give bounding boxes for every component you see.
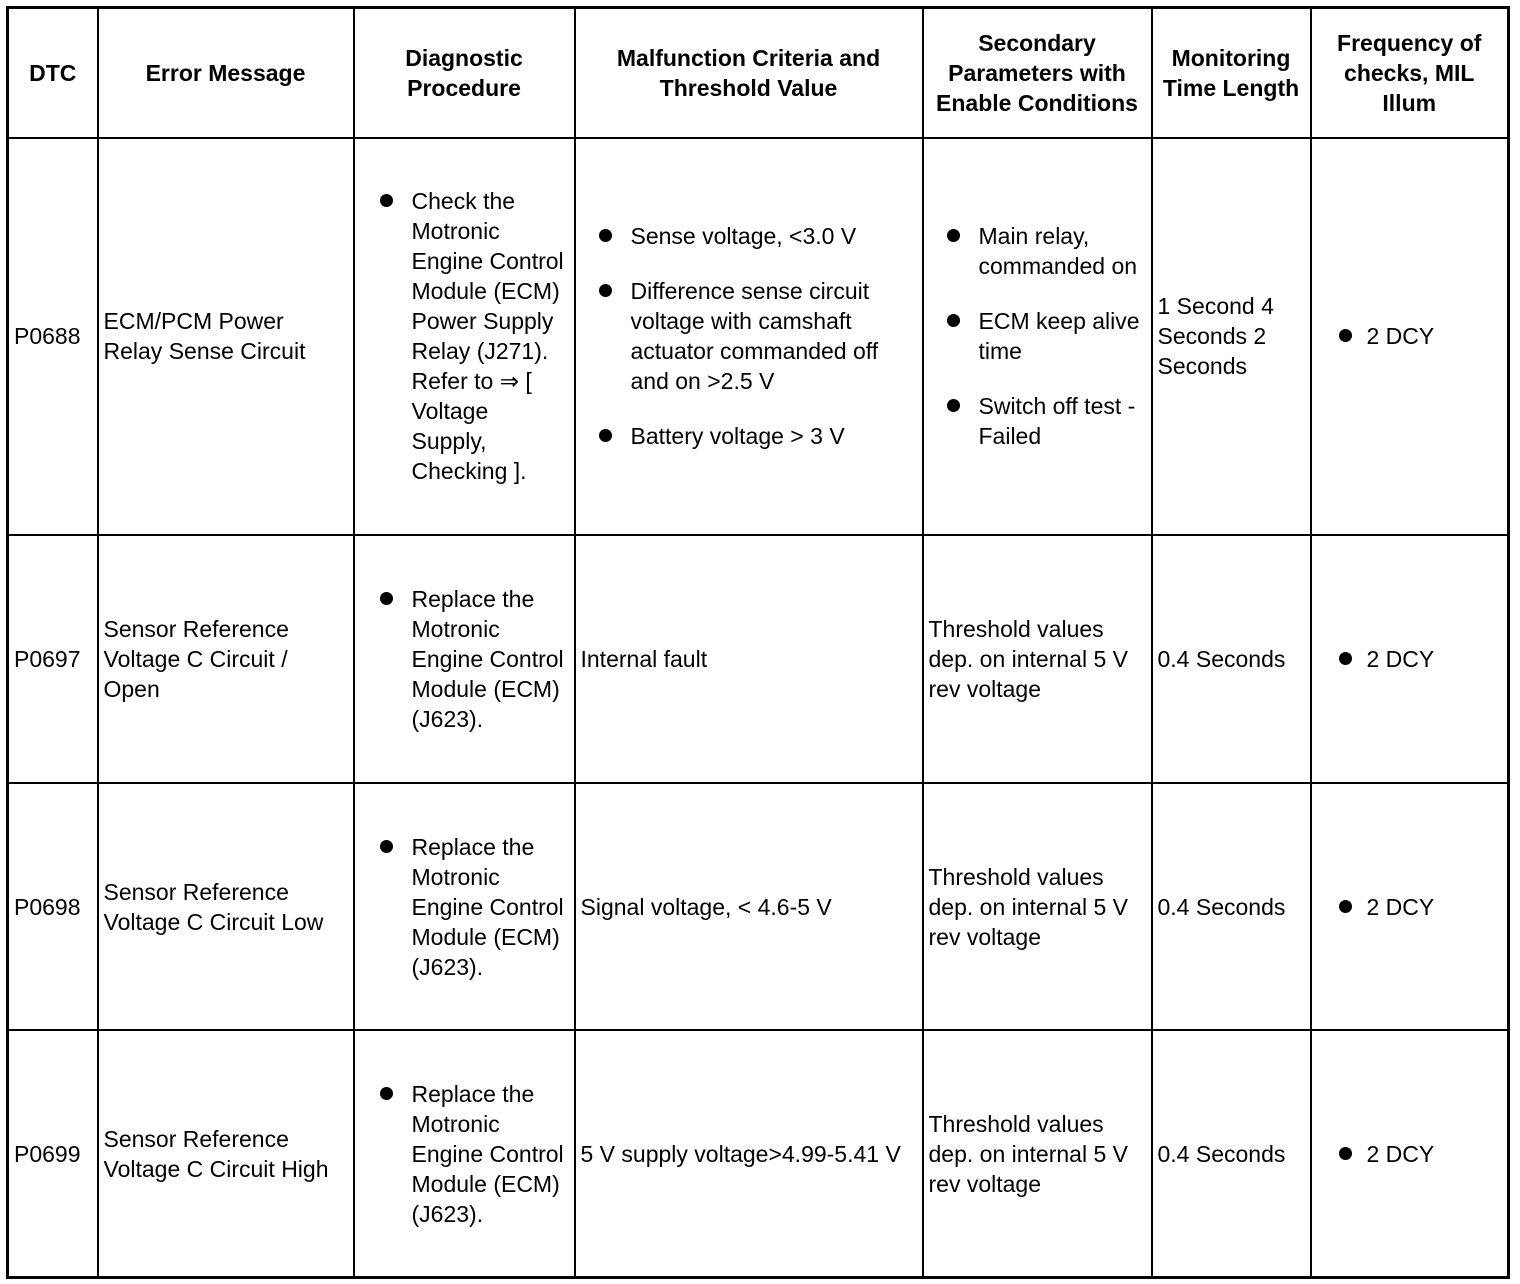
list-item bbox=[929, 306, 1146, 366]
secondary-list bbox=[929, 221, 1146, 451]
list-item bbox=[1317, 644, 1503, 674]
diagnostic-procedure bbox=[354, 1030, 575, 1277]
dtc-code: P0697 bbox=[8, 535, 98, 783]
header-frequency: Frequency of checks, MIL Illum bbox=[1311, 8, 1509, 138]
frequency-list bbox=[1317, 321, 1503, 351]
dtc-code: P0698 bbox=[8, 783, 98, 1030]
monitoring-time: 0.4 Seconds bbox=[1152, 783, 1311, 1030]
bullet-icon bbox=[380, 1087, 393, 1100]
secondary-text: Switch off test - Failed bbox=[978, 393, 1136, 450]
list-item bbox=[929, 391, 1146, 451]
list-item bbox=[929, 221, 1146, 281]
table-row bbox=[8, 535, 1509, 783]
bullet-icon bbox=[380, 194, 393, 207]
procedure-text: Check the Motronic Engine Control Module (ECM) Power Supply Relay (J271). Refer to ⇒ [ Voltage Supply, Checking ]. bbox=[411, 188, 564, 485]
malfunction-criteria bbox=[575, 138, 923, 535]
bullet-icon bbox=[947, 229, 960, 242]
monitoring-time: 1 Second 4 Seconds 2 Seconds bbox=[1152, 138, 1311, 535]
bullet-icon bbox=[380, 840, 393, 853]
table-row bbox=[8, 1030, 1509, 1277]
frequency bbox=[1311, 138, 1509, 535]
error-message: Sensor Reference Voltage C Circuit Low bbox=[98, 783, 354, 1030]
malfunction-criteria: Internal fault bbox=[575, 535, 923, 783]
criteria-text: Sense voltage, <3.0 V bbox=[630, 223, 857, 250]
header-secondary-parameters: Secondary Parameters with Enable Conditions bbox=[923, 8, 1152, 138]
list-item bbox=[581, 221, 917, 251]
frequency-list bbox=[1317, 644, 1503, 674]
frequency bbox=[1311, 1030, 1509, 1277]
list-item bbox=[360, 1079, 569, 1229]
secondary-text: Main relay, commanded on bbox=[978, 223, 1138, 280]
table-row bbox=[8, 783, 1509, 1030]
procedure-list bbox=[360, 832, 569, 982]
secondary-parameters: Threshold values dep. on internal 5 V rev voltage bbox=[923, 535, 1152, 783]
procedure-list bbox=[360, 186, 569, 486]
criteria-list bbox=[581, 221, 917, 451]
procedure-text: Replace the Motronic Engine Control Module (ECM) (J623). bbox=[411, 1080, 564, 1227]
bullet-icon bbox=[380, 592, 393, 605]
header-diagnostic-procedure: Diagnostic Procedure bbox=[354, 8, 575, 138]
dtc-table bbox=[6, 6, 1510, 1279]
frequency bbox=[1311, 783, 1509, 1030]
frequency-text: 2 DCY bbox=[1366, 645, 1435, 672]
frequency-text: 2 DCY bbox=[1366, 893, 1435, 920]
list-item bbox=[581, 276, 917, 396]
frequency bbox=[1311, 535, 1509, 783]
dtc-code: P0688 bbox=[8, 138, 98, 535]
bullet-icon bbox=[1339, 1147, 1352, 1160]
procedure-list bbox=[360, 1079, 569, 1229]
secondary-parameters: Threshold values dep. on internal 5 V rev voltage bbox=[923, 783, 1152, 1030]
list-item bbox=[1317, 1139, 1503, 1169]
diagnostic-procedure bbox=[354, 535, 575, 783]
criteria-text: Battery voltage > 3 V bbox=[630, 423, 845, 450]
monitoring-time: 0.4 Seconds bbox=[1152, 535, 1311, 783]
list-item bbox=[1317, 321, 1503, 351]
bullet-icon bbox=[1339, 329, 1352, 342]
header-malfunction-criteria: Malfunction Criteria and Threshold Value bbox=[575, 8, 923, 138]
procedure-text: Replace the Motronic Engine Control Module (ECM) (J623). bbox=[411, 833, 564, 980]
list-item bbox=[360, 832, 569, 982]
error-message: ECM/PCM Power Relay Sense Circuit bbox=[98, 138, 354, 535]
header-monitoring-time: Monitoring Time Length bbox=[1152, 8, 1311, 138]
frequency-list bbox=[1317, 892, 1503, 922]
secondary-parameters bbox=[923, 138, 1152, 535]
header-dtc: DTC bbox=[8, 8, 98, 138]
list-item bbox=[581, 421, 917, 451]
bullet-icon bbox=[1339, 900, 1352, 913]
criteria-text: Difference sense circuit voltage with camshaft actuator commanded off and on >2.5 V bbox=[630, 278, 879, 395]
header-row bbox=[8, 8, 1509, 138]
table-row bbox=[8, 138, 1509, 535]
procedure-text: Replace the Motronic Engine Control Module (ECM) (J623). bbox=[411, 585, 564, 732]
frequency-text: 2 DCY bbox=[1366, 1140, 1435, 1167]
malfunction-criteria: 5 V supply voltage>4.99-5.41 V bbox=[575, 1030, 923, 1277]
bullet-icon bbox=[599, 429, 612, 442]
procedure-list bbox=[360, 584, 569, 734]
diagnostic-procedure bbox=[354, 783, 575, 1030]
list-item bbox=[1317, 892, 1503, 922]
secondary-text: ECM keep alive time bbox=[978, 308, 1140, 365]
dtc-code: P0699 bbox=[8, 1030, 98, 1277]
error-message: Sensor Reference Voltage C Circuit High bbox=[98, 1030, 354, 1277]
list-item bbox=[360, 584, 569, 734]
bullet-icon bbox=[599, 229, 612, 242]
diagnostic-procedure bbox=[354, 138, 575, 535]
error-message: Sensor Reference Voltage C Circuit / Open bbox=[98, 535, 354, 783]
list-item bbox=[360, 186, 569, 486]
header-error-message: Error Message bbox=[98, 8, 354, 138]
bullet-icon bbox=[947, 314, 960, 327]
monitoring-time: 0.4 Seconds bbox=[1152, 1030, 1311, 1277]
bullet-icon bbox=[947, 399, 960, 412]
frequency-list bbox=[1317, 1139, 1503, 1169]
malfunction-criteria: Signal voltage, < 4.6-5 V bbox=[575, 783, 923, 1030]
frequency-text: 2 DCY bbox=[1366, 323, 1435, 350]
bullet-icon bbox=[1339, 652, 1352, 665]
secondary-parameters: Threshold values dep. on internal 5 V rev voltage bbox=[923, 1030, 1152, 1277]
bullet-icon bbox=[599, 284, 612, 297]
